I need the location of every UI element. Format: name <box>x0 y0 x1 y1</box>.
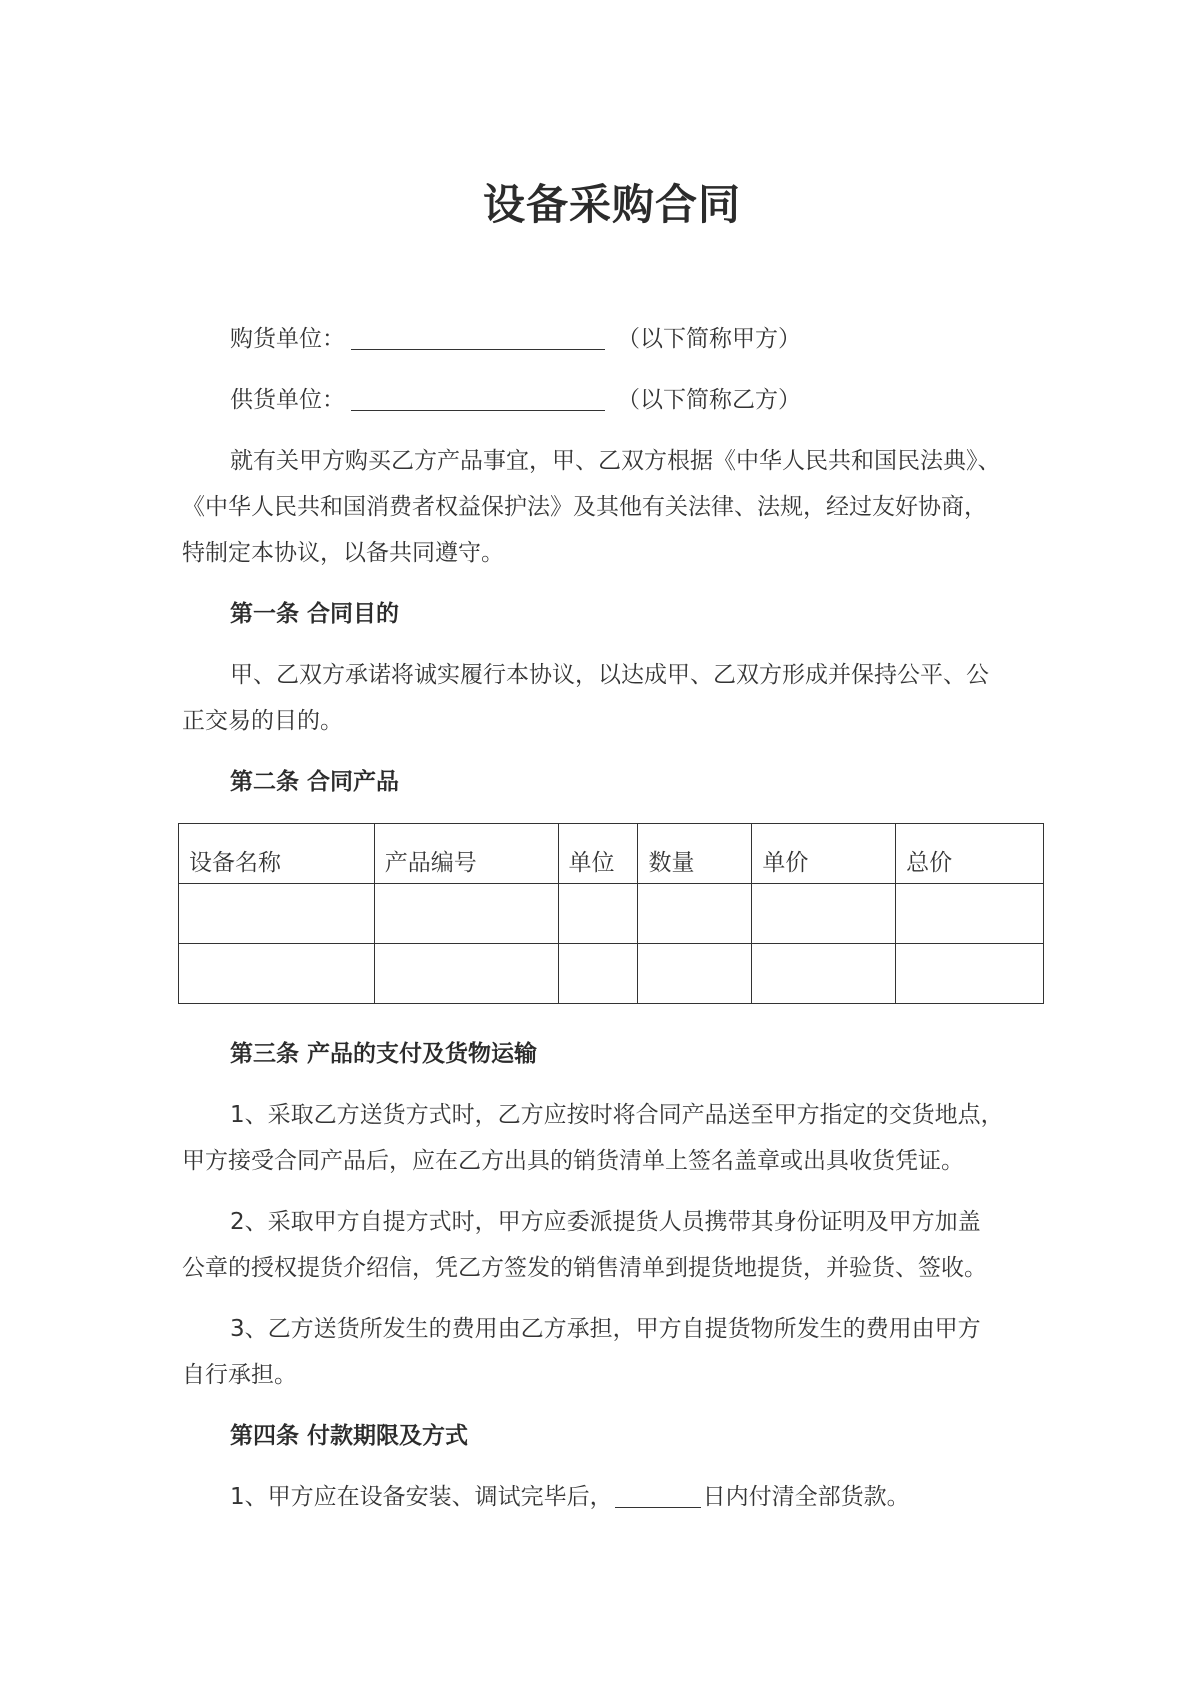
col-header-total-price: 总价 <box>896 824 1044 884</box>
article-3-line-4: 公章的授权提货介绍信，凭乙方签发的销售清单到提货地提货，并验货、签收。 <box>182 1255 987 1281</box>
article-3-heading: 第三条 产品的支付及货物运输 <box>230 1041 538 1067</box>
buyer-label: 购货单位： <box>230 326 345 352</box>
article-3-line-1: 1、采取乙方送货方式时，乙方应按时将合同产品送至甲方指定的交货地点， <box>230 1102 1004 1128</box>
table-cell[interactable] <box>638 944 752 1004</box>
article-3-line-5: 3、乙方送货所发生的费用由乙方承担，甲方自提货物所发生的费用由甲方 <box>230 1316 981 1342</box>
product-table <box>178 823 1044 1004</box>
table-cell[interactable] <box>752 944 896 1004</box>
article-4-line-1 <box>182 1474 1042 1520</box>
seller-label: 供货单位： <box>230 387 345 413</box>
table-header-row <box>179 824 1044 884</box>
page-title: 设备采购合同 <box>482 180 741 229</box>
article-1-heading: 第一条 合同目的 <box>230 601 400 627</box>
table-cell[interactable] <box>374 884 558 944</box>
table-cell[interactable] <box>896 944 1044 1004</box>
table-cell[interactable] <box>638 884 752 944</box>
table-cell[interactable] <box>179 884 375 944</box>
article-4-line-1-before: 1、甲方应在设备安装、调试完毕后， <box>230 1484 613 1510</box>
article-3-line-6: 自行承担。 <box>182 1362 297 1388</box>
seller-suffix: （以下简称乙方） <box>617 387 801 413</box>
seller-line <box>182 377 1042 423</box>
table-cell[interactable] <box>179 944 375 1004</box>
article-4-line-1-after: 日内付清全部货款。 <box>702 1484 910 1510</box>
col-header-product-code: 产品编号 <box>374 824 558 884</box>
seller-name-blank[interactable] <box>351 380 605 411</box>
table-cell[interactable] <box>374 944 558 1004</box>
article-4-heading: 第四条 付款期限及方式 <box>230 1423 469 1449</box>
article-3-line-3: 2、采取甲方自提方式时，甲方应委派提货人员携带其身份证明及甲方加盖 <box>230 1209 981 1235</box>
preamble-line-1: 就有关甲方购买乙方产品事宜，甲、乙双方根据《中华人民共和国民法典》、 <box>230 448 1001 474</box>
article-2-heading: 第二条 合同产品 <box>230 769 400 795</box>
col-header-device-name: 设备名称 <box>179 824 375 884</box>
table-row <box>179 944 1044 1004</box>
table-row <box>179 884 1044 944</box>
buyer-name-blank[interactable] <box>351 319 605 350</box>
table-cell[interactable] <box>558 944 638 1004</box>
article-1-line-1: 甲、乙双方承诺将诚实履行本协议，以达成甲、乙双方形成并保持公平、公 <box>230 662 989 688</box>
article-3-line-2: 甲方接受合同产品后，应在乙方出具的销货清单上签名盖章或出具收货凭证。 <box>182 1148 964 1174</box>
payment-days-blank[interactable] <box>615 1477 701 1508</box>
buyer-line <box>182 316 1042 362</box>
article-1-line-2: 正交易的目的。 <box>182 708 343 734</box>
col-header-unit: 单位 <box>558 824 638 884</box>
preamble-line-3: 特制定本协议，以备共同遵守。 <box>182 540 504 566</box>
table-cell[interactable] <box>752 884 896 944</box>
buyer-suffix: （以下简称甲方） <box>617 326 801 352</box>
preamble-line-2: 《中华人民共和国消费者权益保护法》及其他有关法律、法规，经过友好协商， <box>182 494 987 520</box>
table-cell[interactable] <box>558 884 638 944</box>
col-header-unit-price: 单价 <box>752 824 896 884</box>
col-header-quantity: 数量 <box>638 824 752 884</box>
table-cell[interactable] <box>896 884 1044 944</box>
